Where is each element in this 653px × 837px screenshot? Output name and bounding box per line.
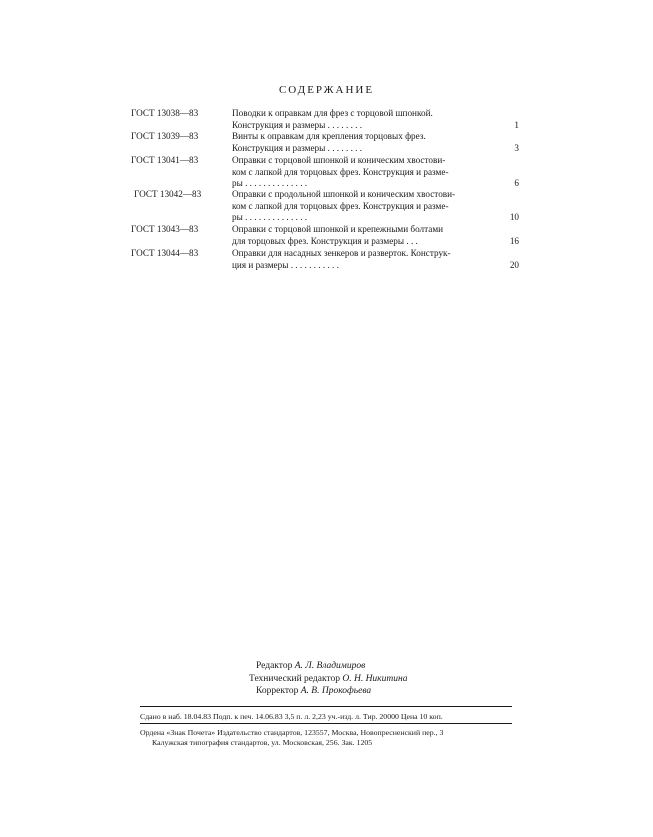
editor-credit <box>0 660 653 673</box>
toc-title-line: для торцовых фрез. Конструкция и размеры . . . <box>232 235 418 246</box>
toc-standard-code: ГОСТ 13044—83 <box>131 248 199 258</box>
divider-line <box>140 723 512 724</box>
toc-title <box>232 224 500 247</box>
tech-editor-name: О. Н. Никитина <box>342 673 408 684</box>
publisher-line: Ордена «Знак Почета» Издательство стандартов, 123557, Москва, Новопресненский пер., 3 <box>140 728 444 737</box>
toc-title <box>232 131 500 154</box>
tech-editor-credit <box>0 673 653 686</box>
corrector-role: Корректор <box>256 686 299 696</box>
toc-standard-code: ГОСТ 13042—83 <box>134 189 202 199</box>
toc-title <box>232 108 500 131</box>
toc-title-line: Конструкция и размеры . . . . . . . . <box>232 119 363 130</box>
toc-standard-code: ГОСТ 13039—83 <box>131 131 199 141</box>
toc-title-line: Винты к оправкам для крепления торцовых фрез. <box>232 131 426 141</box>
toc-title-line: Оправки с продольной шпонкой и коническим хвостови- <box>232 189 456 199</box>
tech-editor-role: Технический редактор <box>249 673 340 684</box>
toc-page-number: 20 <box>509 259 519 270</box>
toc-page-number: 6 <box>514 178 519 188</box>
toc-title-line: Оправки с торцовой шпонкой и крепежными болтами <box>232 224 444 234</box>
toc-title-line: ры . . . . . . . . . . . . . . <box>232 212 308 222</box>
editor-role: Редактор <box>256 661 293 671</box>
toc-title-line: Оправки для насадных зенкеров и разверток. Конструк- <box>232 248 451 258</box>
page-title: СОДЕРЖАНИЕ <box>278 84 375 96</box>
divider-line <box>140 706 512 707</box>
toc-title-line: ком с лапкой для торцовых фрез. Конструкция и разме- <box>232 166 449 177</box>
toc-page-number: 1 <box>514 119 519 130</box>
print-info-line: Сдано в наб. 18.04.83 Подп. к печ. 14.06.83 3,5 п. л. 2,23 уч.-изд. л. Тир. 20000 Цена 10 коп. <box>140 712 443 721</box>
toc-title-line: Оправки с торцовой шпонкой и коническим хвостови- <box>232 155 446 165</box>
editor-name: А. Л. Владимиров <box>294 661 366 671</box>
toc-title <box>232 248 500 271</box>
editorial-credits <box>0 660 653 698</box>
corrector-name: А. В. Прокофьева <box>300 686 372 696</box>
printer-line: Калужская типография стандартов, ул. Московская, 256. Зак. 1205 <box>152 738 373 747</box>
toc-title-line: ция и размеры . . . . . . . . . . . <box>232 259 339 270</box>
toc-title <box>232 155 500 190</box>
corrector-credit <box>0 685 653 698</box>
toc-title-line: ры . . . . . . . . . . . . . . <box>232 178 308 188</box>
toc-page-number: 16 <box>509 235 519 246</box>
toc-title <box>232 189 500 224</box>
toc-title-line: Поводки к оправкам для фрез с торцовой шпонкой. <box>232 108 433 118</box>
toc-page-number: 10 <box>509 212 519 222</box>
toc-standard-code: ГОСТ 13041—83 <box>131 155 199 165</box>
toc-title-line: ком с лапкой для торцовых фрез. Конструкция и разме- <box>232 200 449 211</box>
toc-title-line: Конструкция и размеры . . . . . . . . <box>232 142 363 153</box>
toc-page-number: 3 <box>514 142 519 153</box>
toc-standard-code: ГОСТ 13043—83 <box>131 224 199 234</box>
toc-standard-code: ГОСТ 13038—83 <box>131 108 199 118</box>
